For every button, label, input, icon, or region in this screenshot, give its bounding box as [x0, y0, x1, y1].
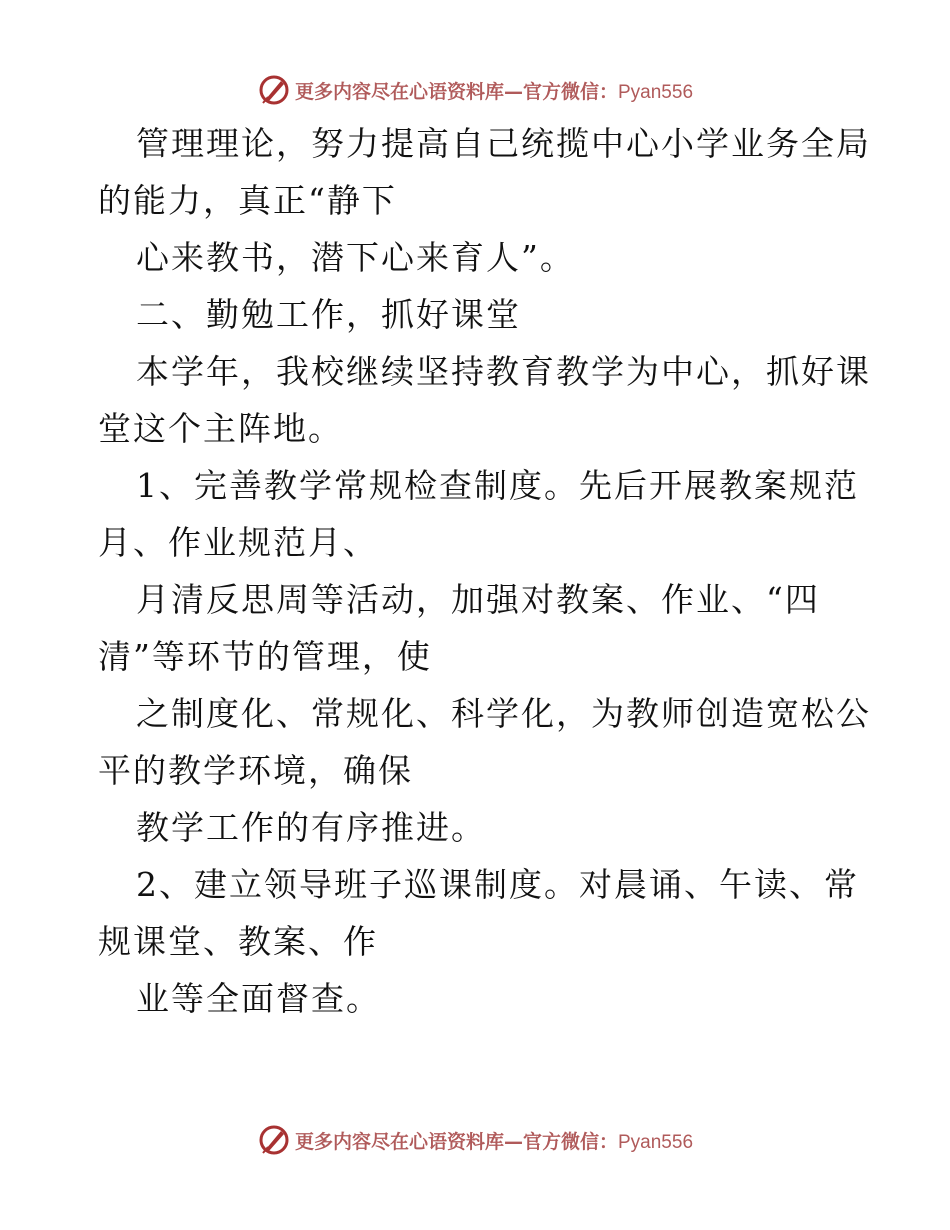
- text-line: 1、完善教学常规检查制度。先后开展教案规范: [136, 466, 859, 505]
- text-line: 规课堂、教案、作: [98, 922, 378, 961]
- text-line: 本学年，我校继续坚持教育教学为中心，抓好课: [136, 352, 871, 391]
- footer-banner-label: 更多内容尽在心语资料库—官方微信：: [294, 1130, 618, 1153]
- footer-wechat-id: Pyan556: [618, 1131, 694, 1153]
- text-line: 心来教书，潜下心来育人”。: [136, 238, 575, 277]
- text-line: 的能力，真正“静下: [98, 181, 397, 220]
- text-line: 月、作业规范月、: [98, 523, 378, 562]
- footer-banner: [0, 1120, 950, 1160]
- text-line: 之制度化、常规化、科学化，为教师创造宽松公: [136, 694, 871, 733]
- document-body: [98, 115, 871, 1027]
- text-line: 2、建立领导班子巡课制度。对晨诵、午读、常: [136, 865, 859, 904]
- text-line: 教学工作的有序推进。: [136, 808, 486, 847]
- header-banner: [0, 70, 950, 110]
- section-heading: 二、勤勉工作，抓好课堂: [136, 295, 521, 334]
- text-line: 平的教学环境，确保: [98, 751, 413, 790]
- text-line: 月清反思周等活动，加强对教案、作业、“四: [136, 580, 820, 619]
- header-banner-label: 更多内容尽在心语资料库—官方微信：: [294, 80, 618, 103]
- text-line: 堂这个主阵地。: [98, 409, 343, 448]
- text-line: 管理理论，努力提高自己统揽中心小学业务全局: [136, 124, 871, 163]
- text-line: 业等全面督查。: [136, 979, 381, 1018]
- text-line: 清”等环节的管理，使: [98, 637, 432, 676]
- header-wechat-id: Pyan556: [618, 81, 694, 103]
- quill-logo-icon: [257, 73, 291, 107]
- header-banner-text: [295, 77, 693, 104]
- quill-logo-icon: [257, 1123, 291, 1157]
- footer-banner-text: [295, 1127, 693, 1154]
